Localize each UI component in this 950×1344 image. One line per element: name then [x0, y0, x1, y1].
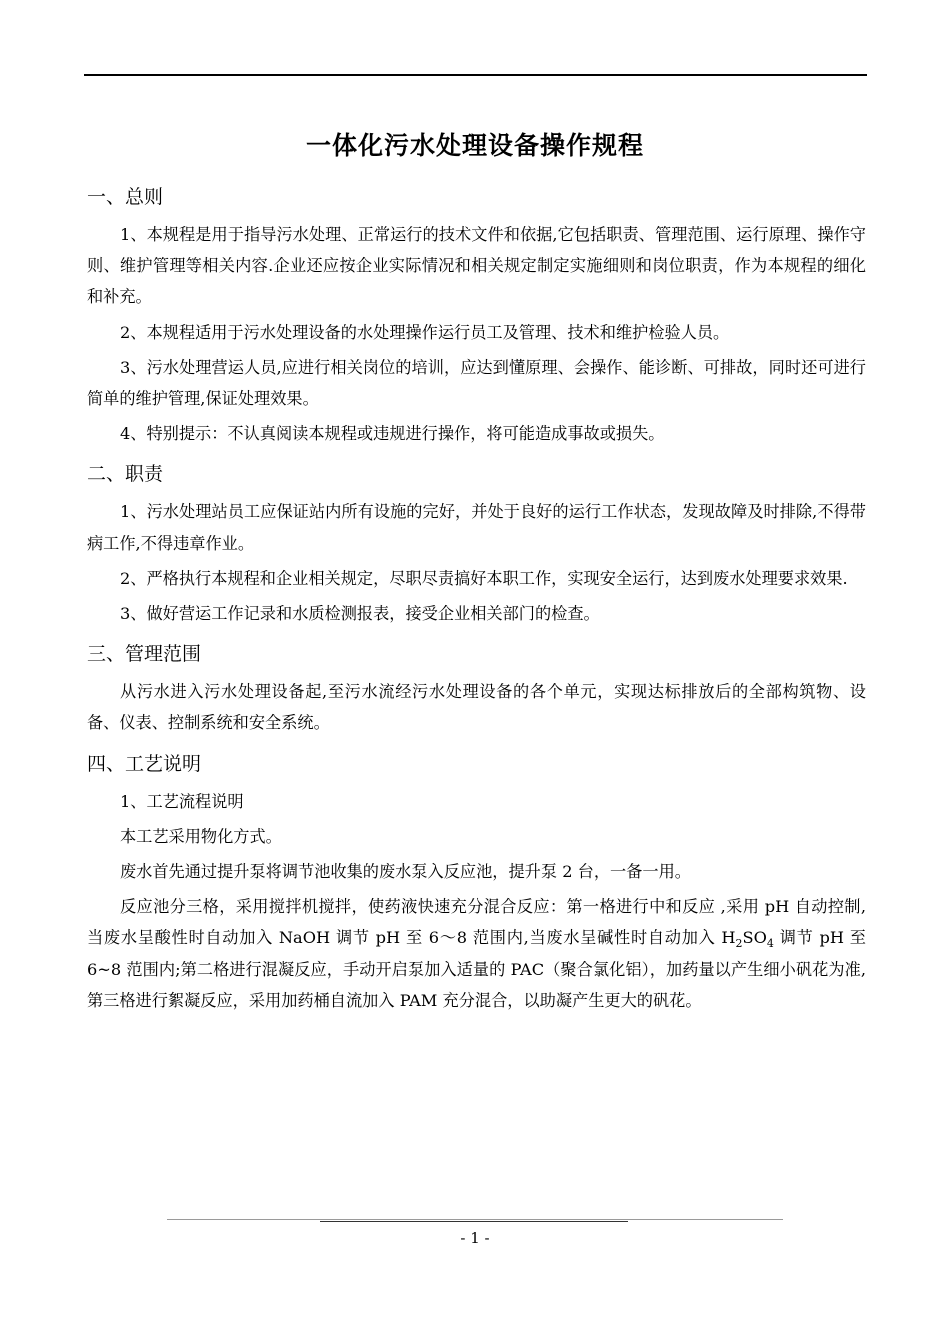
paragraph-scope-1: 从污水进入污水处理设备起,至污水流经污水处理设备的各个单元，实现达标排放后的全部构筑物、设备、仪表、控制系统和安全系统。 [87, 682, 866, 733]
subscript-2: 2 [735, 937, 743, 951]
footer-rule-inner [320, 1221, 628, 1222]
subscript-4: 4 [766, 937, 774, 951]
paragraph-general-1: 1、本规程是用于指导污水处理、正常运行的技术文件和依据,它包括职责、管理范围、运行原理、操作守则、维护管理等相关内容.企业还应按企业实际情况和相关规定制定实施细则和岗位职责，作为本规程的细化和补充。 [87, 225, 866, 307]
paragraph-process-2: 本工艺采用物化方式。 [120, 826, 282, 846]
paragraph-process-4-part-c: 调节 pH 至 6~8 范围内;第二格进行混凝反应，手动开启泵加入适量的 PAC（聚合氯化铝），加药量以产生细小矾花为准,第三格进行絮凝反应，采用加药桶自流加入 PAM 充分混合，以助凝产生更大的矾花。 [87, 928, 866, 1010]
paragraph-process-4-part-a: 反应池分三格，采用搅拌机搅拌，使药液快速充分混合反应：第一格进行中和反应 ,采用 pH 自动控制,当废水呈酸性时自动加入 NaOH 调节 pH 至 6～8 范围内,当废水呈碱性时自动加入 H [87, 897, 866, 948]
header-rule [84, 74, 867, 76]
page-number: - 1 - [460, 1229, 490, 1247]
paragraph-duties-3: 3、做好营运工作记录和水质检测报表，接受企业相关部门的检查。 [120, 604, 600, 624]
paragraph-general-3: 3、污水处理营运人员,应进行相关岗位的培训，应达到懂原理、会操作、能诊断、可排故，同时还可进行简单的维护管理,保证处理效果。 [87, 357, 866, 409]
paragraph-process-1: 1、工艺流程说明 [120, 791, 244, 811]
document-title: 一体化污水处理设备操作规程 [305, 130, 644, 160]
paragraph-process-4 [87, 891, 866, 1016]
section-heading-scope: 三、管理范围 [87, 643, 202, 666]
section-heading-general: 一、总则 [87, 186, 164, 208]
paragraph-duties-1: 1、污水处理站员工应保证站内所有设施的完好，并处于良好的运行工作状态，发现故障及时排除,不得带病工作,不得违章作业。 [87, 502, 866, 553]
section-heading-process: 四、工艺说明 [87, 752, 202, 775]
document-body [87, 176, 866, 1020]
footer-rule [167, 1219, 783, 1220]
paragraph-general-2: 2、本规程适用于污水处理设备的水处理操作运行员工及管理、技术和维护检验人员。 [120, 322, 730, 342]
paragraph-general-4: 4、特别提示：不认真阅读本规程或违规进行操作，将可能造成事故或损失。 [120, 424, 665, 444]
section-heading-duties: 二、职责 [87, 463, 164, 486]
paragraph-process-4-part-b: SO [742, 928, 767, 948]
paragraph-duties-2: 2、严格执行本规程和企业相关规定，尽职尽责搞好本职工作，实现安全运行，达到废水处理要求效果. [120, 568, 848, 588]
paragraph-process-3: 废水首先通过提升泵将调节池收集的废水泵入反应池，提升泵 2 台，一备一用。 [120, 862, 691, 882]
